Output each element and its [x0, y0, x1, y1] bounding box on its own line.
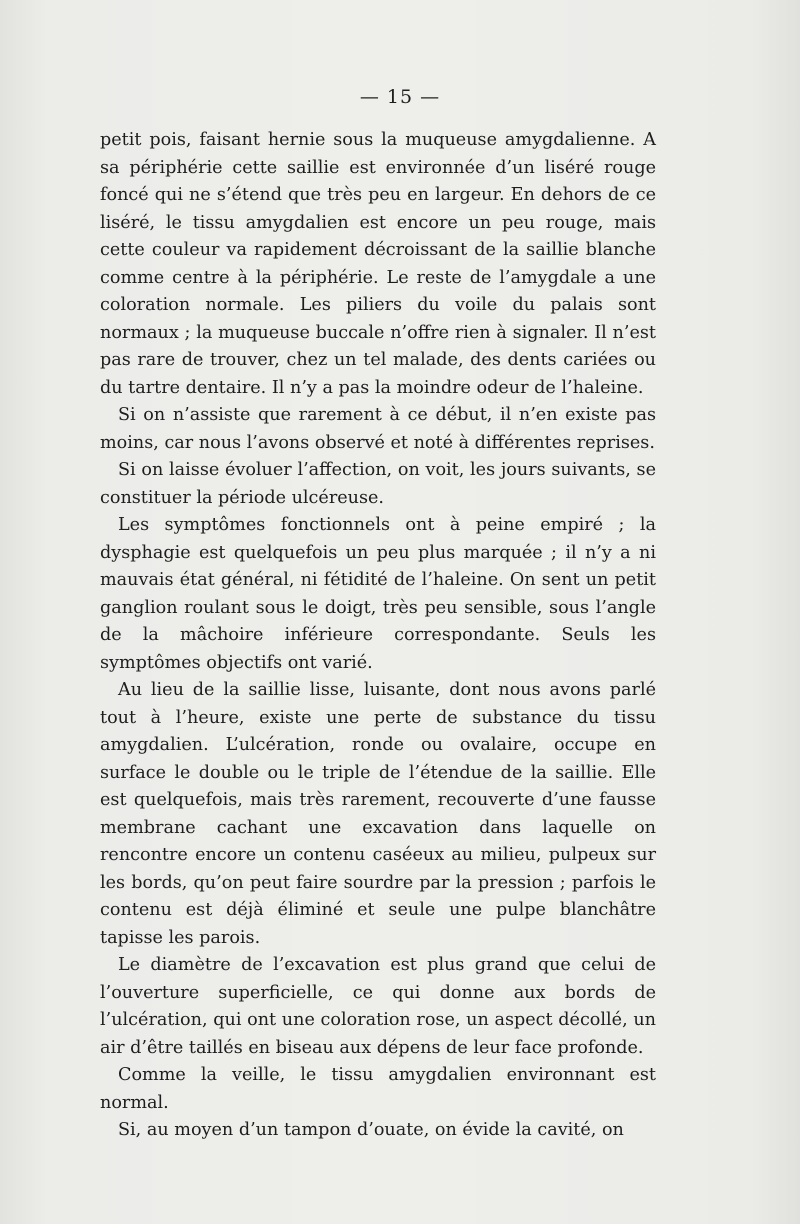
paragraph-5: Au lieu de la saillie lisse, luisante, dont nous avons parlé tout à l’heure, existe une perte de substance du tissu amygdalien. L’ulcération, ronde ou ovalaire, occupe en surface le double ou le triple de l’étendue de la saillie. Elle est quelquefois, mais très rarement, recouverte d’une fausse membrane cachant une excavation dans laquelle on rencontre encore un contenu caséeux au milieu, pulpeux sur les bords, qu’on peut faire sourdre par la pression ; parfois le contenu est déjà éliminé et seule une pulpe blanchâtre tapisse les parois.: [100, 680, 656, 948]
paragraph-7: Comme la veille, le tissu amygdalien environnant est normal.: [100, 1065, 656, 1113]
paragraph-6: Le diamètre de l’excavation est plus grand que celui de l’ouverture superficielle, ce qui donne aux bords de l’ulcération, qui ont une coloration rose, un aspect décollé, un air d’être taillés en biseau aux dépens de leur face profonde.: [100, 955, 656, 1058]
paragraph-4: Les symptômes fonctionnels ont à peine empiré ; la dysphagie est quelquefois un peu plus marquée ; il n’y a ni mauvais état général, ni fétidité de l’haleine. On sent un petit ganglion roulant sous le doigt, très peu sensible, sous l’angle de la mâchoire inférieure correspondante. Seuls les symptômes objectifs ont varié.: [100, 515, 656, 673]
body-text: [100, 127, 656, 1145]
page-number: — 15 —: [359, 86, 441, 108]
paragraph-2: Si on n’assiste que rarement à ce début, il n’en existe pas moins, car nous l’avons observé et noté à différentes reprises.: [100, 405, 656, 453]
paragraph-1: petit pois, faisant hernie sous la muqueuse amygdalienne. A sa périphérie cette saillie est environnée d’un liséré rouge foncé qui ne s’étend que très peu en largeur. En dehors de ce liséré, le tissu amygdalien est encore un peu rouge, mais cette couleur va rapidement décroissant de la saillie blanche comme centre à la périphérie. Le reste de l’amygdale a une coloration normale. Les piliers du voile du palais sont normaux ; la muqueuse buccale n’offre rien à signaler. Il n’est pas rare de trouver, chez un tel malade, des dents cariées ou du tartre dentaire. Il n’y a pas la moindre odeur de l’haleine.: [100, 130, 656, 398]
paragraph-3: Si on laisse évoluer l’affection, on voit, les jours suivants, se constituer la période ulcéreuse.: [100, 460, 656, 508]
paragraph-8: Si, au moyen d’un tampon d’ouate, on évide la cavité, on: [118, 1120, 624, 1140]
